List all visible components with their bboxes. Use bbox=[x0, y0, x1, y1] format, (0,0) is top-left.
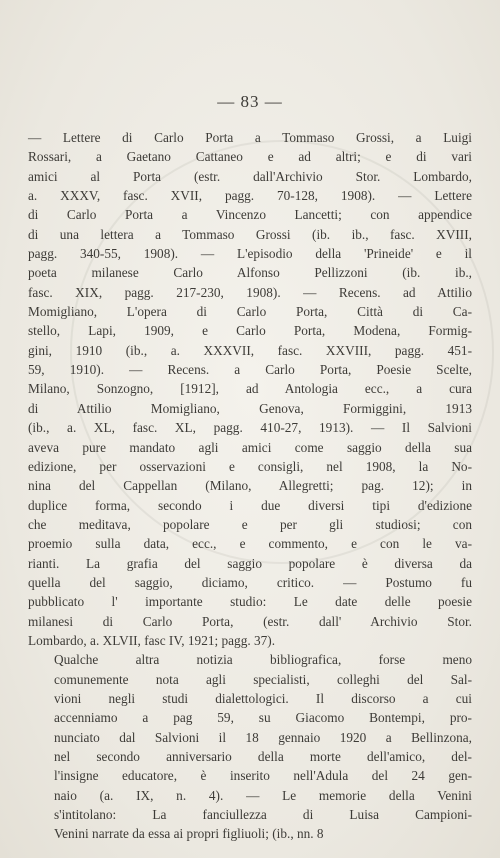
text-line: Rossari, a Gaetano Cattaneo e ad altri; e di vari bbox=[28, 149, 472, 165]
text-line: s'intitolano: La fanciullezza di Luisa Campioni- bbox=[54, 807, 472, 823]
paragraph-bibliography bbox=[28, 128, 472, 650]
text-line: milanesi di Carlo Porta, (estr. dall' Archivio Stor. bbox=[28, 613, 472, 629]
text-line: di una lettera a Tommaso Grossi (ib. ib., fasc. XVIII, bbox=[28, 226, 472, 242]
text-line: poeta milanese Carlo Alfonso Pellizzoni (ib. ib., bbox=[28, 265, 472, 281]
text-line: Qualche altra notizia bibliografica, forse meno bbox=[54, 652, 472, 668]
text-line: — Lettere di Carlo Porta a Tommaso Grossi, a Luigi bbox=[28, 130, 472, 145]
text-line: edizione, per osservazioni e consigli, nel 1908, la No- bbox=[28, 458, 472, 474]
text-line: nina del Cappellan (Milano, Allegretti; pag. 12); in bbox=[28, 478, 472, 494]
paragraph-notes bbox=[28, 650, 472, 843]
text-line: pagg. 340-55, 1908). — L'episodio della 'Prineide' e il bbox=[28, 246, 472, 262]
text-line: naio (a. IX, n. 4). — Le memorie della Venini bbox=[54, 787, 472, 803]
text-line: Momigliano, L'opera di Carlo Porta, Città di Ca- bbox=[28, 304, 472, 320]
text-line: vioni negli studi dialettologici. Il discorso a cui bbox=[54, 690, 472, 706]
text-line: che meditava, popolare e per gli studiosi; con bbox=[28, 516, 472, 532]
text-line: amici al Porta (estr. dall'Archivio Stor. Lombardo, bbox=[28, 168, 472, 184]
text-line: fasc. XIX, pagg. 217-230, 1908). — Recens. ad Attilio bbox=[28, 284, 472, 300]
text-line: pubblicato l' importante studio: Le date delle poesie bbox=[28, 594, 472, 610]
page-number: — 83 — bbox=[217, 92, 283, 111]
text-line: (ib., a. XL, fasc. XL, pagg. 410-27, 1913). — Il Salvioni bbox=[28, 420, 472, 436]
text-line: di Carlo Porta a Vincenzo Lancetti; con appendice bbox=[28, 207, 472, 223]
text-line: aveva pure mandato agli amici come saggio della sua bbox=[28, 439, 472, 455]
body-text bbox=[28, 128, 472, 844]
text-line: accenniamo a pag 59, su Giacomo Bontempi, pro- bbox=[54, 710, 472, 726]
text-line: quella del saggio, diciamo, critico. — Postumo fu bbox=[28, 574, 472, 590]
text-line: comunemente nota agli specialisti, colleghi del Sal- bbox=[54, 671, 472, 687]
text-line: nel secondo anniversario della morte dell'amico, del- bbox=[54, 749, 472, 764]
text-line: Milano, Sonzogno, [1912], ad Antologia ecc., a cura bbox=[28, 381, 472, 397]
text-line: proemio sulla data, ecc., e commento, e con le va- bbox=[28, 536, 472, 552]
text-line: 59, 1910). — Recens. a Carlo Porta, Poesie Scelte, bbox=[28, 362, 472, 378]
text-line: duplice forma, secondo i due diversi tipi d'edizione bbox=[28, 497, 472, 513]
text-line: di Attilio Momigliano, Genova, Formiggini, 1913 bbox=[28, 400, 472, 416]
text-line: l'insigne educatore, è inserito nell'Adula del 24 gen- bbox=[54, 768, 472, 784]
text-line: rianti. La grafia del saggio popolare è diversa da bbox=[28, 555, 472, 571]
text-line: gini, 1910 (ib., a. XXXVII, fasc. XXVIII, pagg. 451- bbox=[28, 342, 472, 358]
text-line: Lombardo, a. XLVII, fasc IV, 1921; pagg. 37). bbox=[28, 632, 276, 648]
text-line: Venini narrate da essa ai propri figliuoli; (ib., nn. 8 bbox=[54, 826, 324, 842]
text-line: stello, Lapi, 1909, e Carlo Porta, Modena, Formig- bbox=[28, 323, 472, 339]
text-line: a. XXXV, fasc. XVII, pagg. 70-128, 1908). — Lettere bbox=[28, 188, 472, 204]
text-line: nunciato dal Salvioni il 18 gennaio 1920 a Bellinzona, bbox=[54, 729, 472, 745]
